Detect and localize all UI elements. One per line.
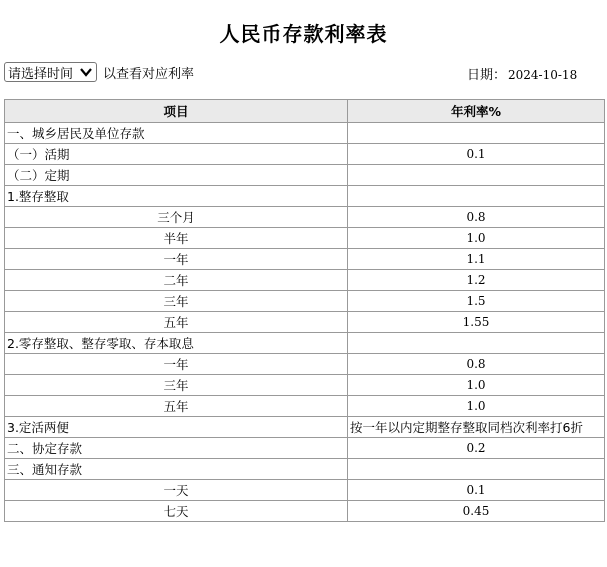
row-item: 1.整存整取 (5, 186, 348, 207)
table-header-row (5, 100, 605, 123)
row-rate: 0.2 (348, 438, 605, 459)
table-row (5, 480, 605, 501)
table-row (5, 186, 605, 207)
row-rate (348, 186, 605, 207)
row-rate: 1.1 (348, 249, 605, 270)
row-item: 五年 (5, 312, 348, 333)
table-row (5, 375, 605, 396)
table-row (5, 207, 605, 228)
table-row (5, 396, 605, 417)
table-row (5, 291, 605, 312)
table-row (5, 459, 605, 480)
row-rate: 1.0 (348, 375, 605, 396)
time-select[interactable] (4, 62, 97, 82)
row-rate: 0.1 (348, 480, 605, 501)
row-rate: 按一年以内定期整存整取同档次利率打6折 (348, 417, 605, 438)
row-rate: 1.5 (348, 291, 605, 312)
row-rate (348, 165, 605, 186)
row-item: 二、协定存款 (5, 438, 348, 459)
row-rate (348, 459, 605, 480)
row-item: 一年 (5, 249, 348, 270)
toolbar (4, 61, 194, 83)
row-item: （一）活期 (5, 144, 348, 165)
row-rate: 0.45 (348, 501, 605, 522)
table-row (5, 501, 605, 522)
row-item: 七天 (5, 501, 348, 522)
table-row (5, 438, 605, 459)
row-rate: 1.55 (348, 312, 605, 333)
row-item: 五年 (5, 396, 348, 417)
column-header-item: 项目 (5, 100, 348, 123)
row-rate: 1.0 (348, 396, 605, 417)
row-item: 二年 (5, 270, 348, 291)
row-item: 三、通知存款 (5, 459, 348, 480)
row-item: 三年 (5, 291, 348, 312)
row-item: 三年 (5, 375, 348, 396)
row-item: 一年 (5, 354, 348, 375)
row-item: 2.零存整取、整存零取、存本取息 (5, 333, 348, 354)
row-rate: 1.2 (348, 270, 605, 291)
date-label: 日期： (467, 68, 507, 83)
page-title: 人民币存款利率表 (219, 22, 388, 46)
rate-table (4, 99, 605, 522)
row-rate: 1.0 (348, 228, 605, 249)
table-row (5, 333, 605, 354)
table-row (5, 123, 605, 144)
row-item: （二）定期 (5, 165, 348, 186)
row-rate (348, 333, 605, 354)
table-row (5, 270, 605, 291)
row-item: 三个月 (5, 207, 348, 228)
row-rate (348, 123, 605, 144)
table-row (5, 165, 605, 186)
table-row (5, 144, 605, 165)
row-rate: 0.8 (348, 354, 605, 375)
row-item: 半年 (5, 228, 348, 249)
time-select-value: 请选择时间 (8, 66, 74, 82)
table-row (5, 228, 605, 249)
row-item: 一天 (5, 480, 348, 501)
table-row (5, 417, 605, 438)
select-hint: 以查看对应利率 (103, 66, 195, 82)
table-row (5, 312, 605, 333)
table-row (5, 354, 605, 375)
date-display (467, 64, 577, 83)
table-row (5, 249, 605, 270)
chevron-down-icon (79, 65, 93, 79)
row-rate: 0.1 (348, 144, 605, 165)
row-item: 3.定活两便 (5, 417, 348, 438)
date-value: 2024-10-18 (508, 68, 578, 82)
row-item: 一、城乡居民及单位存款 (5, 123, 348, 144)
row-rate: 0.8 (348, 207, 605, 228)
column-header-rate: 年利率% (348, 100, 605, 123)
